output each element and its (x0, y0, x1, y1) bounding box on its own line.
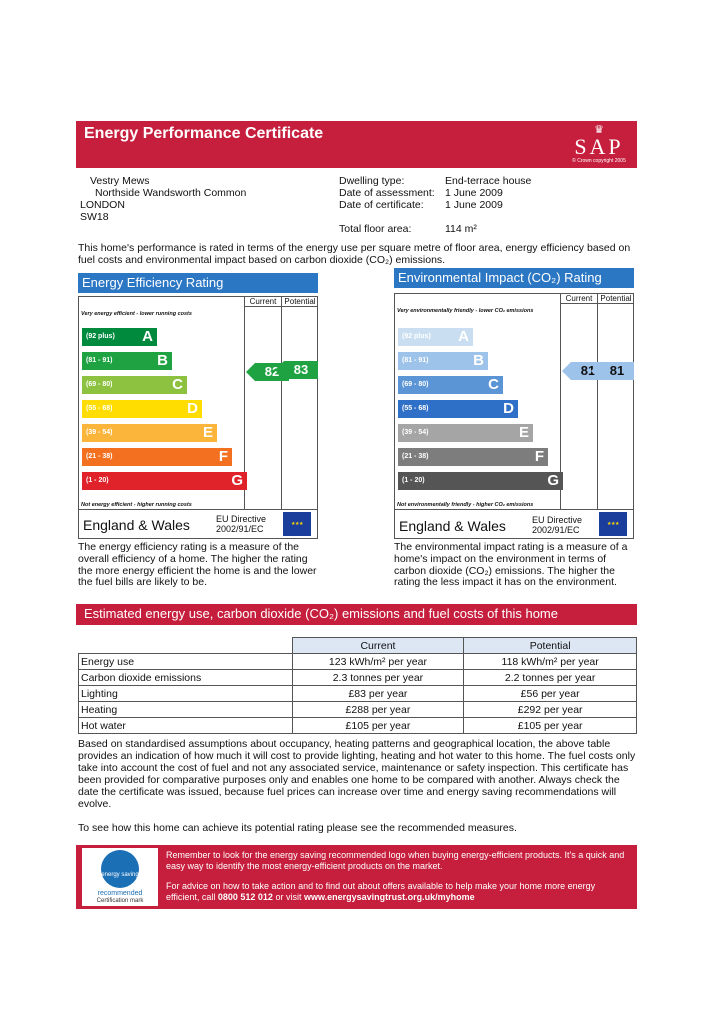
address-line-4: SW18 (80, 211, 109, 223)
efficiency-col-potential: Potential (282, 297, 318, 307)
cost-col-potential: Potential (464, 638, 637, 654)
environment-potential-rating: 81 (600, 362, 634, 380)
band-letter: C (172, 376, 183, 393)
rating-band-e (82, 424, 217, 442)
assessment-date-label: Date of assessment: (339, 187, 435, 199)
band-range: (55 - 68) (402, 405, 429, 412)
environment-chart (394, 293, 634, 539)
row-potential: £105 per year (464, 718, 637, 734)
environment-directive: EU Directive (532, 515, 583, 525)
logo-top-text: energy saving (101, 872, 139, 878)
address-line-2: Northside Wandsworth Common (95, 187, 247, 199)
address-line-3: LONDON (80, 199, 125, 211)
row-potential: £56 per year (464, 686, 637, 702)
rating-band-b (82, 352, 172, 370)
estimate-note: Based on standardised assumptions about occupancy, heating patterns and geographical location, the above table provides an indication of how much it will cost to provide lighting, heating and hot water to this home. The fuel costs only take into account the cost of fuel and not any associated service, maintenance or safety inspection. This certificate has been provided for comparative purposes only and enables one home to be compared with another. Always check the date the certificate was issued, because fuel prices can increase over time and energy saving recommendations will evolve. (78, 738, 636, 810)
band-letter: E (518, 424, 529, 441)
cost-table (78, 637, 637, 734)
energy-saving-footer (76, 845, 637, 909)
rating-band-e (398, 424, 533, 442)
band-letter: F (534, 448, 544, 465)
assessment-date-value: 1 June 2009 (445, 187, 503, 199)
band-range: (92 plus) (86, 333, 115, 340)
band-range: (69 - 80) (86, 381, 113, 388)
dwelling-type-label: Dwelling type: (339, 175, 405, 187)
logo-caption: Certification mark (96, 898, 144, 904)
certificate-header (76, 121, 637, 168)
rating-band-a (398, 328, 473, 346)
logo-bottom-text: recommended (97, 890, 143, 897)
crown-icon: ♛ (594, 124, 604, 136)
rating-band-a (82, 328, 157, 346)
footer-advice: For advice on how to take action and to find out about offers available to help make your home more energy efficient, call 0800 512 012 or visit www.energysavingtrust.org.uk/myhome (166, 881, 596, 902)
table-row (79, 718, 637, 734)
crown-copyright: © Crown copyright 2005 (572, 158, 626, 164)
energy-saving-recommended-icon (101, 850, 139, 888)
environment-col-potential: Potential (598, 294, 634, 304)
environment-top-note: Very environmentally friendly - lower CO₂ emissions (397, 308, 534, 314)
efficiency-col-current: Current (245, 297, 281, 307)
efficiency-potential-rating: 83 (284, 361, 318, 379)
page-title: Energy Performance Certificate (84, 125, 324, 142)
band-letter: E (202, 424, 213, 441)
row-potential: 118 kWh/m² per year (464, 654, 637, 670)
footer-url[interactable]: www.energysavingtrust.org.uk/myhome (303, 891, 475, 902)
band-letter: D (503, 400, 514, 417)
rating-band-c (82, 376, 187, 394)
rating-band-g (82, 472, 247, 490)
row-current: £288 per year (292, 702, 464, 718)
see-recommendations: To see how this home can achieve its potential rating please see the recommended measures. (78, 822, 517, 834)
footer-phone: 0800 512 012 (217, 891, 273, 902)
row-current: 2.3 tonnes per year (292, 670, 464, 686)
dwelling-type-value: End-terrace house (445, 175, 532, 187)
band-range: (92 plus) (402, 333, 431, 340)
row-current: £105 per year (292, 718, 464, 734)
efficiency-title: Energy Efficiency Rating (78, 273, 318, 293)
eu-flag-icon: ★★★ (599, 512, 627, 536)
sap-logo-letters: SAP (574, 134, 624, 159)
table-row (79, 686, 637, 702)
estimated-title: Estimated energy use, carbon dioxide (CO₂) emissions and fuel costs of this home (76, 604, 637, 625)
band-letter: F (218, 448, 228, 465)
address-line-1: Vestry Mews (90, 175, 150, 187)
row-current: 123 kWh/m² per year (292, 654, 464, 670)
rating-band-f (82, 448, 232, 466)
rating-band-d (82, 400, 202, 418)
efficiency-description: The energy efficiency rating is a measure of the overall efficiency of a home. The higher the rating the more energy efficient the home is and the lower the fuel bills are likely to be. (78, 541, 317, 589)
environment-col-current: Current (561, 294, 597, 304)
row-current: £83 per year (292, 686, 464, 702)
band-range: (21 - 38) (402, 453, 429, 460)
footer-reminder: Remember to look for the energy saving recommended logo when buying energy-efficient products. It's a quick and easy way to identify the most energy-efficient products on the market. (166, 850, 625, 871)
band-letter: A (458, 328, 469, 345)
intro-text: This home's performance is rated in terms of the energy use per square metre of floor area, energy efficiency based on fuel costs and environmental impact based on carbon dioxide (CO₂) emissions. (78, 242, 631, 266)
row-label: Heating (79, 702, 293, 718)
efficiency-region: England & Wales (83, 517, 190, 533)
environment-directive-no: 2002/91/EC (532, 525, 580, 535)
sap-logo (567, 125, 631, 167)
band-range: (81 - 91) (402, 357, 429, 364)
band-letter: D (187, 400, 198, 417)
band-range: (69 - 80) (402, 381, 429, 388)
efficiency-current-rating: 82 (255, 363, 289, 381)
row-potential: £292 per year (464, 702, 637, 718)
rating-band-c (398, 376, 503, 394)
energy-saving-logo (82, 848, 158, 906)
band-letter: G (547, 472, 559, 489)
band-letter: G (231, 472, 243, 489)
efficiency-bottom-note: Not energy efficient - higher running costs (81, 502, 192, 508)
table-row (79, 670, 637, 686)
environment-current-rating: 81 (571, 362, 605, 380)
row-label: Lighting (79, 686, 293, 702)
rating-band-f (398, 448, 548, 466)
floor-area-value: 114 m² (445, 223, 477, 235)
band-letter: B (473, 352, 484, 369)
band-letter: A (142, 328, 153, 345)
table-row (79, 654, 637, 670)
certificate-date-label: Date of certificate: (339, 199, 424, 211)
band-range: (81 - 91) (86, 357, 113, 364)
efficiency-top-note: Very energy efficient - lower running costs (81, 311, 192, 317)
band-range: (39 - 54) (402, 429, 429, 436)
floor-area-label: Total floor area: (339, 223, 412, 235)
band-letter: B (157, 352, 168, 369)
table-row (79, 702, 637, 718)
environment-bottom-note: Not environmentally friendly - higher CO₂ emissions (397, 502, 534, 508)
band-range: (55 - 68) (86, 405, 113, 412)
band-range: (21 - 38) (86, 453, 113, 460)
environment-description: The environmental impact rating is a measure of a home's impact on the environment in terms of carbon dioxide (CO₂) emissions. The higher the rating the less impact it has on the environment. (394, 541, 628, 589)
certificate-date-value: 1 June 2009 (445, 199, 503, 211)
cost-col-current: Current (292, 638, 464, 654)
efficiency-directive: EU Directive (216, 514, 267, 524)
row-potential: 2.2 tonnes per year (464, 670, 637, 686)
band-letter: C (488, 376, 499, 393)
row-label: Energy use (79, 654, 293, 670)
efficiency-directive-no: 2002/91/EC (216, 524, 264, 534)
row-label: Hot water (79, 718, 293, 734)
rating-band-b (398, 352, 488, 370)
band-range: (39 - 54) (86, 429, 113, 436)
environment-title: Environmental Impact (CO₂) Rating (394, 268, 634, 288)
band-range: (1 - 20) (402, 477, 425, 484)
row-label: Carbon dioxide emissions (79, 670, 293, 686)
eu-flag-icon: ★★★ (283, 512, 311, 536)
environment-region: England & Wales (399, 518, 506, 534)
efficiency-chart (78, 296, 318, 539)
band-range: (1 - 20) (86, 477, 109, 484)
rating-band-g (398, 472, 563, 490)
rating-band-d (398, 400, 518, 418)
